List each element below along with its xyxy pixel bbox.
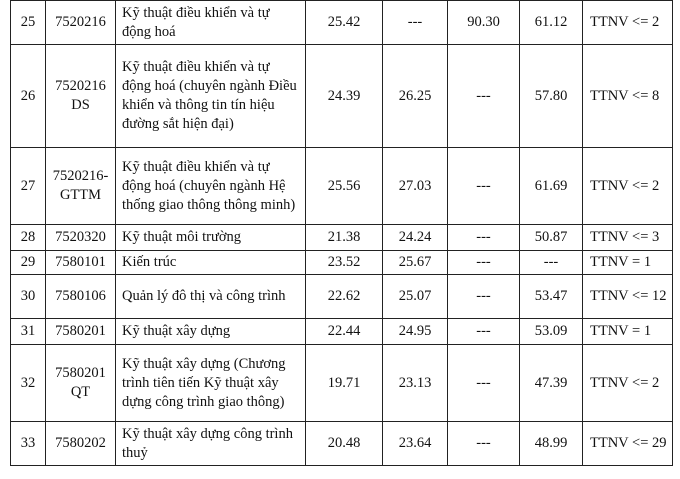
priority-condition-cell: TTNV <= 2 (583, 148, 673, 225)
table-row (11, 251, 673, 275)
score-2-cell: 26.25 (383, 45, 448, 148)
score-1-cell: 24.39 (306, 45, 383, 148)
score-3-cell: --- (448, 225, 520, 251)
score-1-cell: 20.48 (306, 422, 383, 466)
table-row (11, 148, 673, 225)
row-number-cell: 31 (11, 319, 46, 345)
score-4-cell: 61.69 (520, 148, 583, 225)
score-1-cell: 21.38 (306, 225, 383, 251)
score-4-cell: 57.80 (520, 45, 583, 148)
table-body (11, 1, 673, 466)
major-code-cell: 7580202 (46, 422, 116, 466)
table-row (11, 1, 673, 45)
row-number-cell: 27 (11, 148, 46, 225)
row-number-cell: 26 (11, 45, 46, 148)
score-1-cell: 19.71 (306, 345, 383, 422)
score-2-cell: 23.13 (383, 345, 448, 422)
row-number-cell: 29 (11, 251, 46, 275)
major-code-cell: 7580106 (46, 275, 116, 319)
score-1-cell: 23.52 (306, 251, 383, 275)
score-2-cell: 23.64 (383, 422, 448, 466)
priority-condition-cell: TTNV = 1 (583, 251, 673, 275)
table-row (11, 45, 673, 148)
row-number-cell: 33 (11, 422, 46, 466)
table-row (11, 275, 673, 319)
score-3-cell: --- (448, 45, 520, 148)
score-1-cell: 22.62 (306, 275, 383, 319)
score-4-cell: 48.99 (520, 422, 583, 466)
major-code-cell: 7580201 QT (46, 345, 116, 422)
major-code-cell: 7520320 (46, 225, 116, 251)
priority-condition-cell: TTNV <= 12 (583, 275, 673, 319)
major-name-cell: Kỹ thuật xây dựng (116, 319, 306, 345)
major-code-cell: 7520216 DS (46, 45, 116, 148)
score-4-cell: --- (520, 251, 583, 275)
major-code-cell: 7580101 (46, 251, 116, 275)
major-name-cell: Kiến trúc (116, 251, 306, 275)
major-name-cell: Kỹ thuật điều khiển và tự động hoá (chuyên ngành Điều khiển và thông tin tín hiệu đường sắt hiện đại) (116, 45, 306, 148)
major-name-cell: Kỹ thuật điều khiển và tự động hoá (116, 1, 306, 45)
major-code-cell: 7580201 (46, 319, 116, 345)
major-code-cell: 7520216 (46, 1, 116, 45)
table-row (11, 225, 673, 251)
priority-condition-cell: TTNV = 1 (583, 319, 673, 345)
table-row (11, 319, 673, 345)
score-4-cell: 50.87 (520, 225, 583, 251)
priority-condition-cell: TTNV <= 2 (583, 1, 673, 45)
score-2-cell: 25.07 (383, 275, 448, 319)
score-1-cell: 25.56 (306, 148, 383, 225)
priority-condition-cell: TTNV <= 8 (583, 45, 673, 148)
score-2-cell: 24.95 (383, 319, 448, 345)
row-number-cell: 25 (11, 1, 46, 45)
row-number-cell: 32 (11, 345, 46, 422)
score-2-cell: 27.03 (383, 148, 448, 225)
score-2-cell: --- (383, 1, 448, 45)
table-row (11, 345, 673, 422)
major-name-cell: Kỹ thuật điều khiển và tự động hoá (chuyên ngành Hệ thống giao thông thông minh) (116, 148, 306, 225)
row-number-cell: 28 (11, 225, 46, 251)
score-3-cell: --- (448, 251, 520, 275)
major-name-cell: Kỹ thuật xây dựng (Chương trình tiên tiến Kỹ thuật xây dựng công trình giao thông) (116, 345, 306, 422)
score-3-cell: 90.30 (448, 1, 520, 45)
major-code-cell: 7520216-GTTM (46, 148, 116, 225)
table-row (11, 422, 673, 466)
major-name-cell: Kỹ thuật môi trường (116, 225, 306, 251)
score-1-cell: 25.42 (306, 1, 383, 45)
score-2-cell: 25.67 (383, 251, 448, 275)
priority-condition-cell: TTNV <= 2 (583, 345, 673, 422)
score-4-cell: 61.12 (520, 1, 583, 45)
admission-score-table (10, 0, 673, 466)
score-3-cell: --- (448, 319, 520, 345)
score-4-cell: 53.09 (520, 319, 583, 345)
score-4-cell: 47.39 (520, 345, 583, 422)
score-3-cell: --- (448, 422, 520, 466)
major-name-cell: Kỹ thuật xây dựng công trình thuỷ (116, 422, 306, 466)
priority-condition-cell: TTNV <= 29 (583, 422, 673, 466)
row-number-cell: 30 (11, 275, 46, 319)
score-4-cell: 53.47 (520, 275, 583, 319)
score-2-cell: 24.24 (383, 225, 448, 251)
score-3-cell: --- (448, 275, 520, 319)
score-3-cell: --- (448, 148, 520, 225)
priority-condition-cell: TTNV <= 3 (583, 225, 673, 251)
major-name-cell: Quản lý đô thị và công trình (116, 275, 306, 319)
score-3-cell: --- (448, 345, 520, 422)
score-1-cell: 22.44 (306, 319, 383, 345)
